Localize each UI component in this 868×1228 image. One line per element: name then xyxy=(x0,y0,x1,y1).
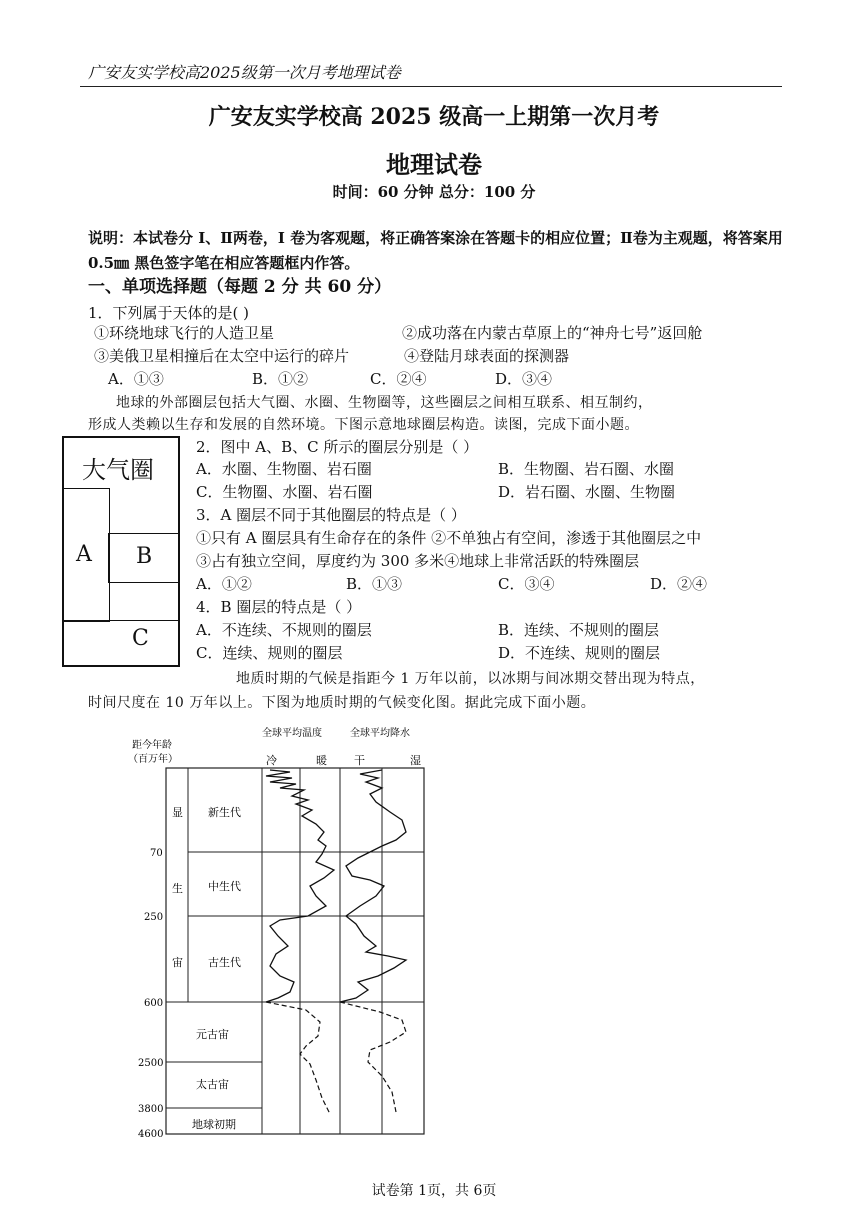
label-c: C xyxy=(132,626,149,651)
passage-1-line-1: 地球的外部圈层包括大气圈、水圈、生物圈等，这些圈层之间相互联系、相互制约， xyxy=(116,395,653,411)
climate-history-figure xyxy=(120,720,440,1140)
q3-choice-a: A．①② xyxy=(196,575,252,593)
eon-proterozoic: 元古宙 xyxy=(196,1028,229,1041)
precipitation-curve-dashed xyxy=(340,1002,406,1112)
q4-stem: 4．B 圈层的特点是（ ） xyxy=(196,598,362,616)
warm-label: 暖 xyxy=(316,754,327,767)
temperature-title: 全球平均温度 xyxy=(262,728,322,739)
wet-label: 湿 xyxy=(410,754,421,767)
tick-4600: 4600 xyxy=(138,1129,164,1140)
instructions: 说明：本试卷分 I、Ⅱ两卷，I 卷为客观题，将正确答案涂在答题卡的相应位置；Ⅱ卷为主观题，将答案用 0.5㎜ 黑色签字笔在相应答题框内作答。 xyxy=(88,229,783,272)
q1-option-2: ②成功落在内蒙古草原上的“神舟七号”返回舱 xyxy=(402,324,703,342)
tick-250: 250 xyxy=(144,912,164,923)
q2-choice-d: D．岩石圈、水圈、生物圈 xyxy=(498,483,676,501)
q3-choice-b: B．①③ xyxy=(346,575,403,593)
q2-choice-c: C．生物圈、水圈、岩石圈 xyxy=(196,483,373,501)
q3-stem: 3．A 圈层不同于其他圈层的特点是（ ） xyxy=(196,506,466,524)
era-cenozoic: 新生代 xyxy=(208,806,241,819)
age-axis-title: 距今年龄 xyxy=(132,740,172,751)
eon-phanerozoic-2: 生 xyxy=(172,882,183,895)
exam-meta: 时间：60 分钟 总分：100 分 xyxy=(332,183,536,201)
q2-stem: 2．图中 A、B、C 所示的圈层分别是（ ） xyxy=(196,438,479,456)
label-a: A xyxy=(76,542,92,567)
q1-choice-d: D．③④ xyxy=(495,370,553,388)
q4-choice-b: B．连续、不规则的圈层 xyxy=(498,621,660,639)
label-b: B xyxy=(136,544,153,569)
header-rule xyxy=(80,86,782,87)
q3-choice-c: C．③④ xyxy=(498,575,555,593)
q3-options-1-2: ①只有 A 圈层具有生命存在的条件 ②不单独占有空间，渗透于其他圈层之中 xyxy=(196,529,702,547)
age-axis-unit: （百万年） xyxy=(128,754,178,765)
q1-choice-a: A．①③ xyxy=(108,370,164,388)
precipitation-curve xyxy=(340,770,406,1002)
exam-subject: 地理试卷 xyxy=(386,150,482,179)
sphere-diagram xyxy=(62,436,180,667)
era-mesozoic: 中生代 xyxy=(208,880,241,893)
page-footer: 试卷第 1页，共 6页 xyxy=(371,1183,497,1199)
q2-choice-a: A．水圈、生物圈、岩石圈 xyxy=(196,460,372,478)
tick-70: 70 xyxy=(150,848,163,859)
eon-earliest: 地球初期 xyxy=(192,1118,236,1131)
passage-2-line-2: 时间尺度在 10 万年以上。下图为地质时期的气候变化图。据此完成下面小题。 xyxy=(88,695,596,711)
q3-options-3-4: ③占有独立空间，厚度约为 300 多米④地球上非常活跃的特殊圈层 xyxy=(196,552,640,570)
q4-choice-c: C．连续、规则的圈层 xyxy=(196,644,343,662)
sphere-c-top xyxy=(62,620,180,621)
era-paleozoic: 古生代 xyxy=(208,956,241,969)
q1-choice-c: C．②④ xyxy=(370,370,427,388)
eon-phanerozoic-1: 显 xyxy=(172,806,183,819)
temperature-curve-dashed xyxy=(266,1002,330,1114)
passage-2-line-1: 地质时期的气候是指距今 1 万年以前，以冰期与间冰期交替出现为特点， xyxy=(236,671,705,687)
q1-option-3: ③美俄卫星相撞后在太空中运行的碎片 xyxy=(94,347,350,365)
q4-choice-a: A．不连续、不规则的圈层 xyxy=(196,621,372,639)
tick-3800: 3800 xyxy=(138,1104,164,1115)
section-heading: 一、单项选择题（每题 2 分 共 60 分） xyxy=(88,277,392,297)
exam-title: 广安友实学校高 2025 级高一上期第一次月考 xyxy=(208,104,660,130)
q1-option-4: ④登陆月球表面的探测器 xyxy=(404,347,570,365)
cold-label: 冷 xyxy=(266,754,277,767)
tick-2500: 2500 xyxy=(138,1058,164,1069)
q1-stem: 1．下列属于天体的是( ) xyxy=(88,304,250,322)
q4-choice-d: D．不连续、规则的圈层 xyxy=(498,644,661,662)
q3-choice-d: D．②④ xyxy=(650,575,708,593)
q2-choice-b: B．生物圈、岩石圈、水圈 xyxy=(498,460,675,478)
tick-600: 600 xyxy=(144,998,164,1009)
passage-1-line-2: 形成人类赖以生存和发展的自然环境。下图示意地球圈层构造。读图，完成下面小题。 xyxy=(88,417,639,433)
precipitation-title: 全球平均降水 xyxy=(350,728,410,739)
eon-archean: 太古宙 xyxy=(196,1078,229,1091)
atmosphere-label: 大气圈 xyxy=(82,456,154,484)
q1-option-1: ①环绕地球飞行的人造卫星 xyxy=(94,324,275,342)
q1-choice-b: B．①② xyxy=(252,370,309,388)
eon-phanerozoic-3: 宙 xyxy=(172,956,183,969)
dry-label: 干 xyxy=(354,754,365,767)
running-header: 广安友实学校高2025级第一次月考地理试卷 xyxy=(88,63,401,82)
